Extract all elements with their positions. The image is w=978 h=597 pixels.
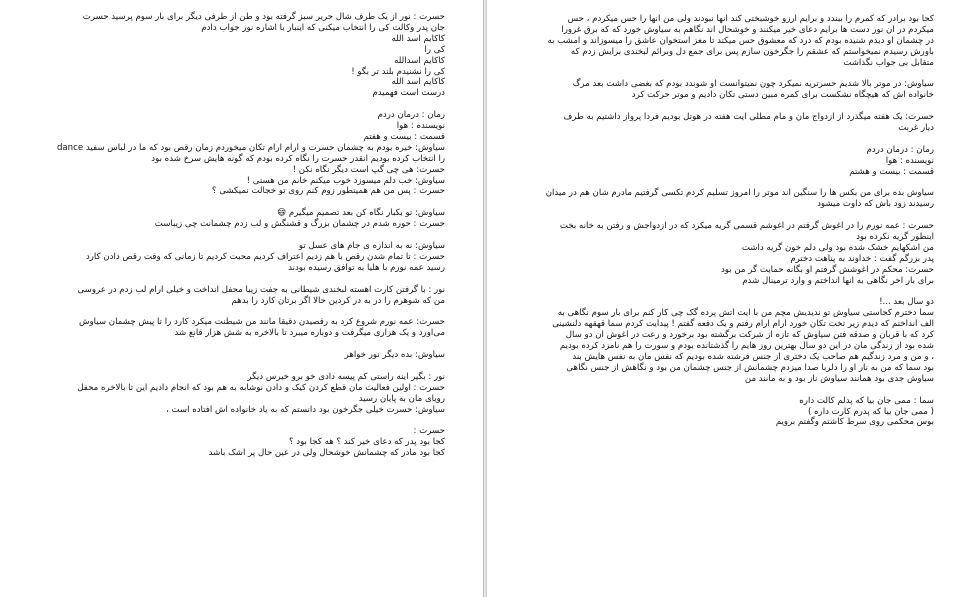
paragraph: رمان : درمان دردم نویسنده : هوا قسمت : بیست و هشتم bbox=[849, 144, 934, 177]
paragraph-gap bbox=[40, 99, 445, 110]
paragraph: سیاوش: بده دیگر نور خواهر bbox=[344, 350, 445, 360]
paragraph-gap bbox=[535, 210, 934, 221]
paragraph-gap bbox=[40, 197, 445, 208]
paragraph: رمان : درمان دردم نویسنده : هوا قسمت : بیست و هفتم سیاوش: خیره بودم به چشمان حسرت و ارام ارام تکان میخوردم زمان رقص بود که ما در لباس سفید dance را انتخاب کرده بودیم انقدر حسرت را نگاه کرده بودم که گونه هایش سرخ شده بود حسرت: هی چی گپ است دیگر نگاه نکن ! سیاوش: خب دلم میسوزد خوب میکنم خانم من هستی ! حسرت : پس من هم همینطور زوم کنم روی تو خجالت نمیکشی ؟ bbox=[56, 110, 445, 197]
paragraph: سیاوش: نه به اندازه ی جام های عسل تو حسرت : تا تمام شدن رقص با هم زدیم اعتراف کردیم محبت کردیم تا زمانی که وقت رقص دادن کارد رسید عمه نورم با هلیا به توافق رسیده بودند bbox=[85, 240, 445, 273]
paragraph-gap bbox=[40, 306, 445, 317]
paragraph-gap bbox=[535, 101, 934, 112]
paragraph-gap bbox=[535, 287, 934, 298]
paragraph: نور : بگیر اینه راستی کم پیسه دادی خو برو خیرس دیگر حسرت : اولین فعالیت مان قطع کردن کیک و دادن نوشابه به هم بود که انجام دادیم این تا بالاخره محفل رویای مان به پایان رسید سیاوش: حسرت خیلی جگرخون بود دانستم که به یاد خانواده اش افتاده است ، bbox=[77, 371, 445, 415]
paragraph-gap bbox=[40, 415, 445, 426]
paragraph: سیاوش بده برای من بکس ها را سنگین اند موتر را امروز تسلیم کردم تکسی گرفتیم مادرم شان هم در میدان رسیدند زود باش که داوت میشود bbox=[545, 188, 934, 210]
paragraph-gap bbox=[40, 230, 445, 241]
paragraph-gap bbox=[535, 134, 934, 145]
right-page bbox=[486, 0, 978, 597]
left-page bbox=[0, 0, 484, 597]
paragraph-gap bbox=[40, 361, 445, 372]
paragraph: حسرت: عمه نورم شروع کرد به رقصیدن دقیقا مانند من شیطنت میکرد کارد را تا پیش چشمان سیاوش می‌اورد و یک هزاری میگرفت و دوباره میبرد تا بالاخره به شش هزار قانع شد bbox=[78, 317, 445, 339]
paragraph-gap bbox=[535, 178, 934, 189]
paragraph: سیاوش: تو یکبار نگاه کن بعد تصمیم میگیرم 😄 حسرت : حوره شدم در چشمان بزرگ و قشنگش و لب زدم چشمانت چی زیباست bbox=[154, 208, 445, 230]
paragraph: دو سال بعد ...! سما دخترم کجاستی سیاوش تو ندیدیش مچم من با ایت اتش پرده گک چی کار کنم برای بار سوم نگاهی به الف انداختم که دیدم زیر تخت تکان خورد ارام ارام رفتم و یک دفعه گفتم ! پیدایت کردم سما قهقهه دلنشینی کرد که با قربان و صدقه فتن سیاوش که تازه از شرکت برگشته بود برخورد و رعت در اغوش ان دو سال شده بود از زندگی مان در این دو سال بهترین روز هایم را گذشتانده بودم و سورت را هم نامزد کرده بودیم ، و من و مرد زندگیم هم صاحب یک دختری از جنس فرشته شده بودیم که نفس مان به نفس هایش بند بود سما که من به نار او را دلربا صدا میزدم چشمانش از جنس چشمان من بود و نگاهش از جنس نگاهی سیاوش جدی بود همانند سیاوش ناز بود و به مانند من bbox=[552, 297, 934, 384]
paragraph-gap bbox=[535, 385, 934, 396]
paragraph: حسرت : نور از یک طرف شال حریر سبز گرفته بود و طن از طرفی دیگر برای بار سوم پرسید حسرت جان پدر وکالت کی را انتخاب میکنی که اینبار با اشاره نور جواب دادم کاکایم اسد الله کی را کاکایم اسدالله کی را نشنیدم بلند تر بگو ! کاکایم اسد الله درست است فهمیدم bbox=[82, 12, 445, 99]
paragraph: کجا بود برادر که کمرم را ببندد و برایم ارزو خوشبختی کند انها نبودند ولی من انها را حس میکردم ، حس میکردم در ان نور دست ها برایم دعای خیر میکنند و خوشحال اند نگاهم به سیاوش خورد که که برق غرورا در چشمان او دیدم شنیده بودم که درد که معشوق حس میکند تا مغز استخوان عاشق را میسوزاند و امشب به باورش رسیدم نمیخواستم که عشقم را جگرخون سازم پس برای جمع دل وبرائم لبخندی برایش زدم که متقابل بی جواب نگذاشت bbox=[547, 14, 934, 68]
paragraph: حسرت : کجا بود پدر که دعای خیر کند ؟ هه کجا بود ؟ کجا بود مادر که چشمانش خوشحال ولی در عین حال پر اشک باشد bbox=[208, 426, 445, 459]
paragraph: حسرت : عمه نورم را در اغوش گرفتم در اغوشم قسمی گریه میکرد که در ازدواجش و رفتن به خانه بخت اینطور گریه نکرده بود من اشکهایم خشک شده بود ولی دلم خون گریه داشت پدر بزرگم گفت : خداوند به پناهت دخترم حسرت: محکم در اغوشش گرفتم او بگانه حمایت گر من بود برای بار اخر نگاهی به انها انداختم و وارد ترمینال شدم bbox=[559, 221, 934, 286]
paragraph: حسرت: یک هفته میگذرد از ازدواج مان و مام مطلی ایت هفته در هوتل بودیم فردا پرواز داشتیم به طرف دیار غربت bbox=[563, 112, 934, 134]
paragraph-gap bbox=[40, 274, 445, 285]
paragraph: سیاوش: در موتر بالا شدیم حسرتریه نمیکرد چون نمیتوانست او شوندد بودم که بغضی داشت بعد مرگ خانواده اش که هیچگاه نشکست برای کمره مبین دستی تکان دادیم و موتر حرکت کرد bbox=[572, 79, 934, 101]
paragraph-gap bbox=[535, 69, 934, 80]
paragraph: سما : ممی جان بیا که پدلم کالت داره ( ممی جان بیا که پدرم کارت داره ) بوس محکمی روی سرط کاشتم وگفتم برویم bbox=[775, 395, 934, 428]
paragraph-gap bbox=[40, 339, 445, 350]
paragraph: نور : با گرفتن کارت اهسته لبخندی شیطانی به جفت زیبا محفل انداخت و خیلی ارام لب زدم در عروسی من که شوهرم را در به در کردین حالا اگر برتان کارد را بدهم bbox=[77, 284, 445, 306]
